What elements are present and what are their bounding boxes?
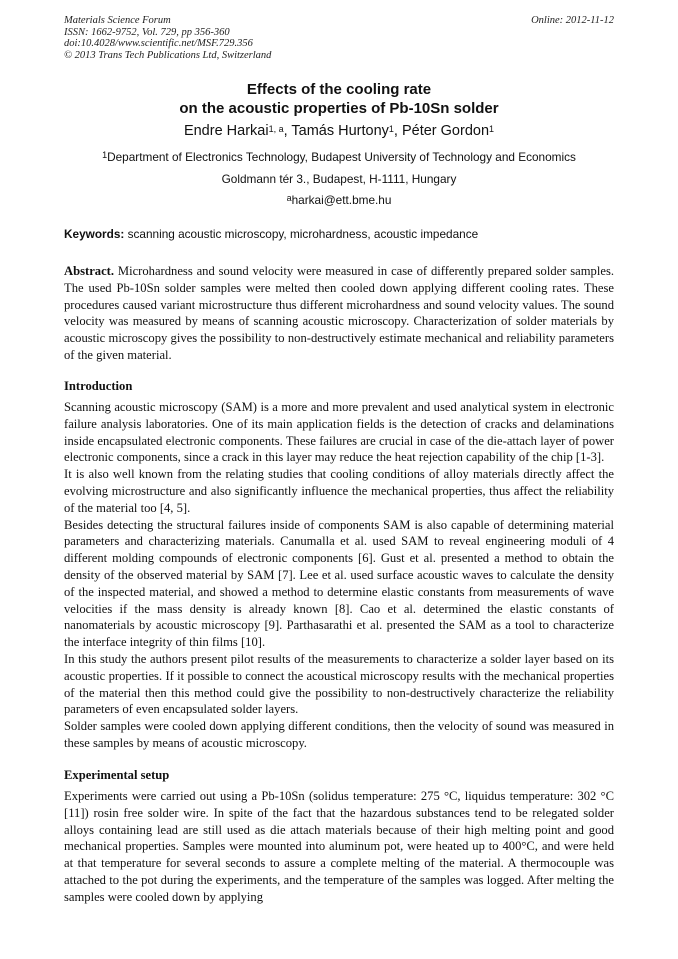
author-affiliation-marker: 1 — [489, 124, 495, 134]
paragraph: Scanning acoustic microscopy (SAM) is a more and more prevalent and used analytical system in electronic failure analysis laboratories. One of its main application fields is the detection of cracks and delaminations inside encapsulated electronic components. These failures are crucial in case of the die-attach layer of power electronic components, since a crack in this layer may reduce the heat rejection capability of the chip [1-3]. — [64, 400, 614, 465]
online-date: Online: 2012-11-12 — [531, 15, 614, 26]
journal-header — [64, 15, 614, 61]
keywords-label: Keywords: — [64, 227, 125, 241]
email-marker: a — [286, 193, 292, 203]
paragraph: Experiments were carried out using a Pb-10Sn (solidus temperature: 275 °C, liquidus temperature: 302 °C [11]) rosin free solder wire. In spite of the fact that the hazardous substances tend to be relegated solder alloys containing lead are still used as die attach materials because of their high melting point and good mechanical properties. Samples were mounted into aluminum pot, were heated up to 400°C, and were held at that temperature for several seconds to assure a complete melting of the material. A thermocouple was attached to the pot during the experiments, and the temperature of the samples was logged. After melting the samples were cooled down by applying — [64, 789, 614, 904]
abstract — [64, 263, 614, 364]
experimental-setup-heading: Experimental setup — [64, 768, 170, 782]
department-text: Department of Electronics Technology, Budapest University of Technology and Economics — [107, 150, 576, 164]
author-list — [64, 121, 614, 141]
paragraph: Besides detecting the structural failures inside of components SAM is also capable of determining material parameters and characterizing materials. Canumalla et al. used SAM to reveal engineering moduli of 4 different molding compounds of electronic components [6]. Gust et al. presented a method to obtain the density of the observed material by SAM [7]. Lee et al. used surface acoustic waves to calculate the density of the inspected material, and showed a method to determine elastic constants from measurements of wave velocities if the mass density is already known [8]. Cao et al. determined the elastic constants of nanomaterials by acoustic microscopy [9]. Parthasarathi et al. presented the SAM as a tool to characterize the interface integrity of thin films [10]. — [64, 517, 614, 650]
email-text: harkai@ett.bme.hu — [291, 193, 392, 207]
paragraph: In this study the authors present pilot results of the measurements to characterize a solder layer based on its acoustic properties. If it possible to connect the acoustical microscopy results with the mechanical properties of the material then this method could give the possibility to non-destructively characterize the reliability parameters of even encapsulated solder layers. — [64, 651, 614, 717]
abstract-label: Abstract. — [64, 264, 115, 278]
paper-title-line-1: Effects of the cooling rate — [246, 81, 432, 98]
copyright-line: © 2013 Trans Tech Publications Ltd, Switzerland — [64, 49, 272, 61]
paragraph: It is also well known from the relating studies that cooling conditions of alloy materials directly affect the evolving microstructure and also significantly influence the mechanical properties, thus affect the reliability of the material too [4, 5]. — [64, 467, 614, 515]
introduction-heading: Introduction — [64, 379, 133, 393]
abstract-text: Microhardness and sound velocity were measured in case of differently prepared solder samples. The used Pb-10Sn solder samples were melted then cooled down applying different cooling rates. These procedures caused variant microstructure thus different microhardness and sound velocity values. The sound velocity was measured by means of scanning acoustic microscopy. Characterization of solder materials by acoustic microscopy gives the possibility to non-destructively estimate mechanical and reliability parameters of the given material. — [64, 264, 614, 362]
affiliation-address: Goldmann tér 3., Budapest, H-1111, Hungary — [221, 172, 457, 186]
paragraph: Solder samples were cooled down applying different conditions, then the velocity of sound was measured in these samples by means of acoustic microscopy. — [64, 719, 614, 750]
keywords-text: scanning acoustic microscopy, microhardness, acoustic impedance — [124, 227, 479, 241]
doi-line: doi:10.4028/www.scientific.net/MSF.729.356 — [64, 38, 253, 49]
affiliation-email — [64, 192, 614, 208]
paper-title-line-2: on the acoustic properties of Pb-10Sn solder — [179, 100, 499, 117]
introduction-body — [64, 399, 614, 752]
author-separator: , — [283, 123, 292, 139]
journal-name: Materials Science Forum — [64, 15, 171, 26]
affiliation-marker: 1 — [102, 150, 108, 160]
keywords — [64, 226, 614, 242]
experimental-setup-body — [64, 788, 614, 906]
author-affiliation-marker: 1, a — [268, 124, 284, 134]
author-name: Péter Gordon — [401, 123, 490, 139]
issn-line: ISSN: 1662-9752, Vol. 729, pp 356-360 — [64, 26, 230, 38]
author-name: Tamás Hurtony — [291, 123, 389, 139]
author-name: Endre Harkai — [183, 123, 269, 139]
affiliation-department — [64, 149, 614, 165]
author-separator: , — [393, 123, 402, 139]
author-affiliation-marker: 1 — [388, 124, 394, 134]
